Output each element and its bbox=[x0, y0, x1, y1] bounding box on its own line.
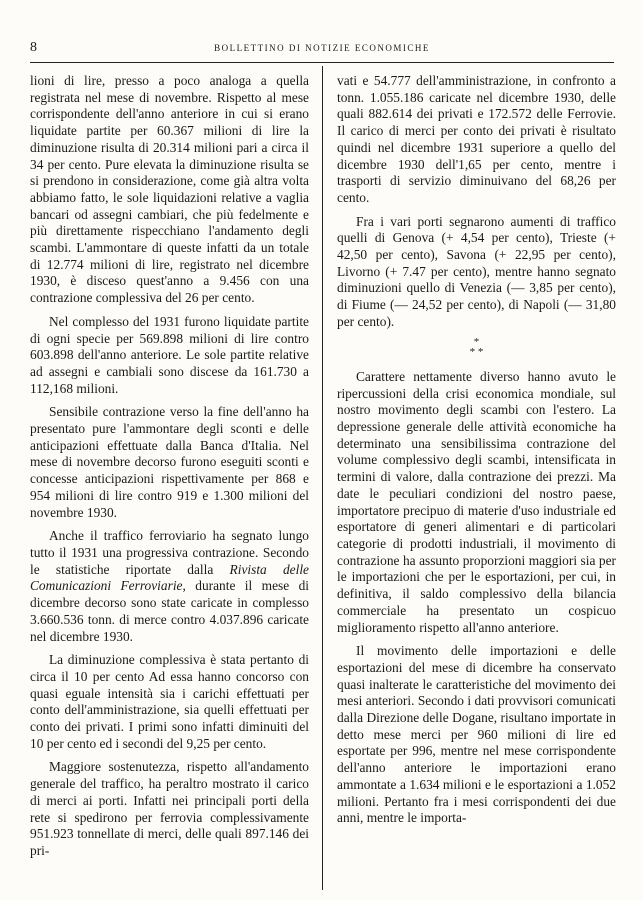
asterism-bottom: * * bbox=[469, 346, 484, 359]
right-column bbox=[337, 73, 616, 834]
paragraph-text: Anche il traffico ferroviario ha segnato lungo tutto il 1931 una progressiva contrazione. Secondo le statistiche riportate dalla bbox=[30, 528, 309, 577]
page-number: 8 bbox=[30, 40, 37, 55]
column-divider bbox=[322, 66, 323, 890]
asterism-top: * bbox=[473, 335, 480, 348]
header-rule bbox=[30, 62, 614, 63]
paragraph: Fra i vari porti segnarono aumenti di traffico quelli di Genova (+ 4,54 per cento), Trieste (+ 42,50 per cento), Savona (+ 22,95 per cento), Livorno (+ 7.47 per cento), mentre hanno segnato diminuzioni quello di Venezia (— 3,85 per cento), di Fiume (— 24,52 per cento), di Napoli (— 31,80 per cento). bbox=[337, 213, 616, 329]
running-title: BOLLETTINO DI NOTIZIE ECONOMICHE bbox=[214, 43, 430, 53]
paragraph: lioni di lire, presso a poco analoga a quella registrata nel mese di novembre. Rispetto al mese corrispondente dell'anno anteriore in cui si erano liquidate partite per 60.367 milioni di lire la diminuzione risulta di 20.314 milioni pari a circa il 34 per cento. Pure elevata la diminuzione risulta se si prendono in considerazione, come già altra volta abbiamo fatto, le sole liquidazioni relative a vaglia bancari od assegni cambiari, che più fedelmente e più direttamente rispecchiano l'andamento degli scambi. L'ammontare di queste infatti da un totale di 12.774 milioni di lire, registrato nel dicembre 1930, è disceso quest'anno a 9.456 con una contrazione complessiva del 26 per cento. bbox=[30, 73, 309, 306]
page-header bbox=[30, 40, 614, 60]
paragraph: vati e 54.777 dell'amministrazione, in confronto a tonn. 1.055.186 caricate nel dicembre 1930, delle quali 882.614 dei privati e 172.572 delle Ferrovie. Il carico di merci per conto dei privati è risultato quindi nel dicembre 1931 superiore a quello del dicembre 1930 dell'1,65 per cento, mentre i trasporti di servizio diminuivano del 68,26 per cento. bbox=[337, 73, 616, 205]
paragraph: La diminuzione complessiva è stata pertanto di circa il 10 per cento Ad essa hanno concorso con quasi eguale intensità sia i carichi effettuati per conto dell'amministrazione, sia quelli effettuati per conto dei privati. I primi sono infatti diminuiti del 10 per cento ed i secondi del 9,25 per cento. bbox=[30, 652, 309, 751]
paragraph-text: , durante il mese di dicembre decorso sono state caricate in complesso 3.660.536 tonn. di merce contro 4.037.896 caricate nel dicembre 1930. bbox=[30, 578, 309, 644]
section-separator bbox=[337, 335, 616, 361]
paragraph bbox=[30, 528, 309, 645]
journal-title: Rivista delle Comunicazioni Ferroviarie bbox=[30, 561, 309, 594]
paragraph: Sensibile contrazione verso la fine dell'anno ha presentato pure l'ammontare degli sconti e delle anticipazioni effettuate dalla Banca d'Italia. Nel mese di novembre decorso furono eseguiti sconti e concesse anticipazioni rispettivamente per 868 e 954 milioni di lire contro 919 e 1.300 milioni del novembre 1930. bbox=[30, 404, 309, 520]
paragraph: Nel complesso del 1931 furono liquidate partite di ogni specie per 569.898 milioni di lire contro 603.898 dell'anno anteriore. Le sole partite relative ad assegni e cambiali sono discese da 161.730 a 112,168 milioni. bbox=[30, 313, 309, 396]
paragraph: Il movimento delle importazioni e delle esportazioni del mese di dicembre ha conservato quasi inalterate le caratteristiche del movimento dei mesi anteriori. Secondo i dati provvisori comunicati dalla Direzione delle Dogane, risultano importate in detto mese merci per 960 milioni di lire ed esportate per 996, mentre nel mese corrispondente dell'anno anteriore le importazioni erano ammontate a 1.634 milioni e le esportazioni a 1.052 milioni. Pertanto fra i mesi corrispondenti dei due anni, mentre le importa- bbox=[337, 643, 616, 826]
left-column bbox=[30, 73, 309, 867]
paragraph: Carattere nettamente diverso hanno avuto le ripercussioni della crisi economica mondiale, sul nostro movimento degli scambi con l'estero. La depressione generale delle attività economiche ha determinato una sensibilissima contrazione del volume complessivo degli scambi, intensificata in termini di valore, dalla contrazione dei prezzi. Ma date le peculiari condizioni del nostro paese, importatore precipuo di materie d'uso industriale ed esportatore di generi alimentari e di particolari categorie di prodotti industriali, il movimento di contrazione ha assunto proporzioni maggiori sia per le importazioni che per le esportazioni, per cui, in definitiva, il saldo complessivo della bilancia commerciale ha presentato un cospicuo miglioramento rispetto all'anno anteriore. bbox=[337, 368, 616, 635]
paragraph: Maggiore sostenutezza, rispetto all'andamento generale del traffico, ha peraltro mostrato il carico di merci ai porti. Infatti nei principali porti della rete si spedirono per ferrovia complessivamente 951.923 tonnellate di merci, delle quali 897.146 dei pri- bbox=[30, 759, 309, 858]
